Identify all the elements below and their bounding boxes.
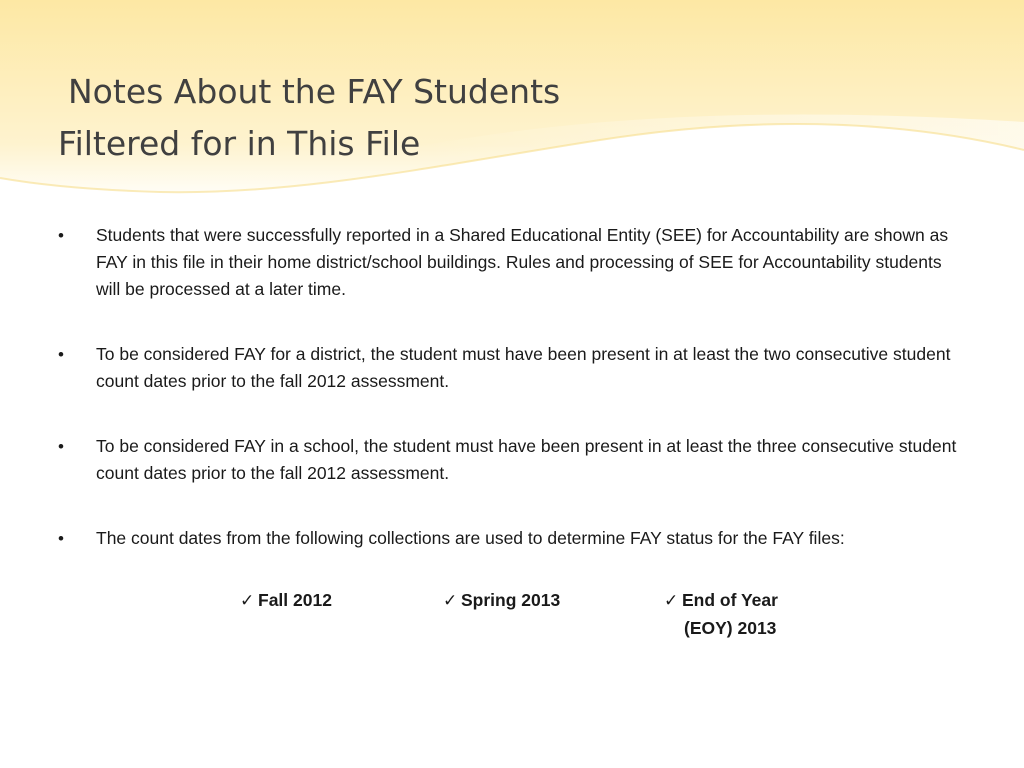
- collection-spring-2013: [443, 586, 560, 615]
- title-line-1: Notes About the FAY Students: [68, 72, 561, 111]
- bullet-item: [58, 222, 958, 303]
- bullet-dot-icon: •: [58, 345, 64, 364]
- bullet-list: [58, 222, 958, 552]
- slide-title: [58, 66, 560, 170]
- bullet-item: [58, 341, 958, 395]
- checkmark-icon: ✓: [443, 591, 458, 611]
- collection-label: Fall 2012: [258, 590, 332, 610]
- collections-checklist: [0, 586, 1024, 666]
- bullet-item: [58, 433, 958, 487]
- bullet-dot-icon: •: [58, 437, 64, 456]
- bullet-dot-icon: •: [58, 226, 64, 245]
- collection-end-of-year-2013: [664, 586, 778, 642]
- bullet-text: Students that were successfully reported in a Shared Educational Entity (SEE) for Accountability are shown as FAY in this file in their home district/school buildings. Rules and processing of SEE for Accountability students will be processed at a later time.: [96, 225, 949, 299]
- bullet-text: The count dates from the following collections are used to determine FAY status for the FAY files:: [96, 528, 845, 548]
- bullet-text: To be considered FAY for a district, the student must have been present in at least the two consecutive student count dates prior to the fall 2012 assessment.: [96, 344, 951, 391]
- collection-fall-2012: [240, 586, 332, 615]
- collection-label-line-2: (EOY) 2013: [684, 618, 777, 638]
- collection-label: Spring 2013: [461, 590, 561, 610]
- checkmark-icon: ✓: [240, 591, 255, 611]
- collection-label-line-1: End of Year: [682, 590, 778, 610]
- checkmark-icon: ✓: [664, 591, 679, 611]
- title-line-2: Filtered for in This File: [58, 124, 421, 163]
- collection-label: [682, 586, 778, 642]
- bullet-item: [58, 525, 958, 552]
- bullet-text: To be considered FAY in a school, the student must have been present in at least the three consecutive student count dates prior to the fall 2012 assessment.: [96, 436, 957, 483]
- bullet-dot-icon: •: [58, 529, 64, 548]
